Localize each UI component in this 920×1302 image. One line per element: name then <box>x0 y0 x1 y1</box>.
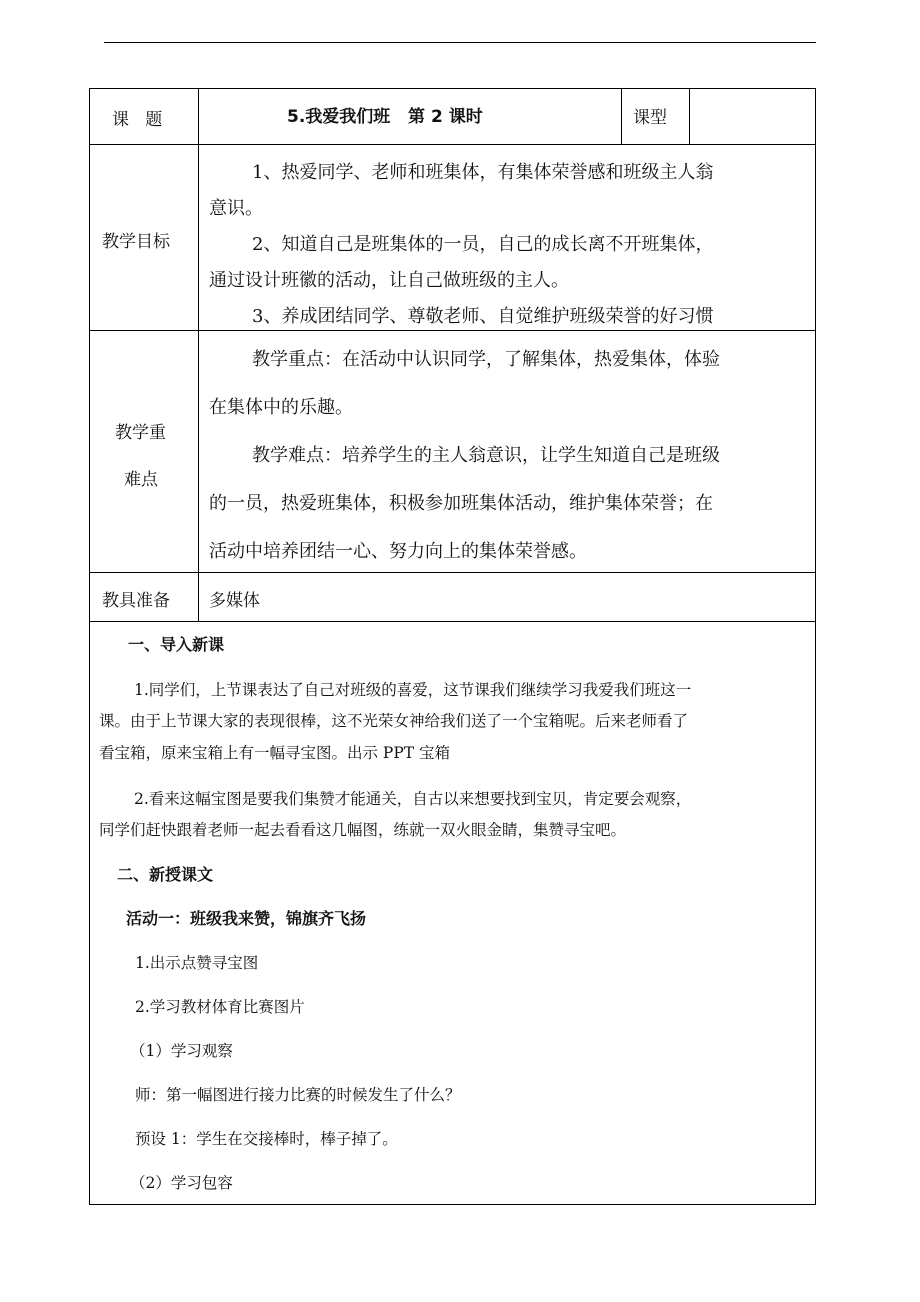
key-point-line: 活动中培养团结一心、努力向上的集体荣誉感。 <box>209 541 587 562</box>
step-line: 师：第一幅图进行接力比赛的时候发生了什么？ <box>135 1086 461 1104</box>
goal-line: 通过设计班徽的活动，让自己做班级的主人。 <box>209 270 569 291</box>
step-line: 2.学习教材体育比赛图片 <box>135 998 305 1016</box>
header-rule <box>104 42 816 43</box>
section-heading: 二、新授课文 <box>117 865 214 884</box>
topic-label: 课 题 <box>112 110 163 130</box>
step-line: 1.出示点赞寻宝图 <box>135 954 259 972</box>
goals-label: 教学目标 <box>102 232 170 252</box>
goal-line: 1、热爱同学、老师和班集体，有集体荣誉感和班级主人翁 <box>252 162 714 183</box>
key-point-line: 教学难点：培养学生的主人翁意识，让学生知道自己是班级 <box>252 445 720 466</box>
column-divider <box>621 88 622 145</box>
paragraph-line: 2.看来这幅宝图是要我们集赞才能通关，自古以来想要找到宝贝，肯定要会观察， <box>134 790 692 808</box>
type-label: 课型 <box>633 108 667 128</box>
paragraph-line: 课。由于上节课大家的表现很棒，这不光荣女神给我们送了一个宝箱呢。后来老师看了 <box>99 712 689 730</box>
column-divider <box>689 88 690 145</box>
lesson-title: 5.我爱我们班 第 2 课时 <box>287 107 483 127</box>
key-point-line: 在集体中的乐趣。 <box>209 397 353 418</box>
tools-label: 教具准备 <box>102 591 170 611</box>
paragraph-line: 1.同学们，上节课表达了自己对班级的喜爱，这节课我们继续学习我爱我们班这一 <box>134 681 692 699</box>
key-points-label: 难点 <box>124 470 158 490</box>
activity-heading: 活动一：班级我来赞，锦旗齐飞扬 <box>126 909 367 928</box>
paragraph-line: 看宝箱，原来宝箱上有一幅寻宝图。出示 PPT 宝箱 <box>99 744 451 762</box>
key-points-label: 教学重 <box>115 423 166 443</box>
step-line: （2）学习包容 <box>130 1174 233 1192</box>
goal-line: 意识。 <box>209 198 263 219</box>
paragraph-line: 同学们赶快跟着老师一起去看看这几幅图，练就一双火眼金睛，集赞寻宝吧。 <box>99 821 627 839</box>
section-heading: 一、导入新课 <box>128 635 225 654</box>
column-divider <box>198 88 199 622</box>
key-point-line: 教学重点：在活动中认识同学，了解集体，热爱集体，体验 <box>252 349 720 370</box>
goal-line: 2、知道自己是班集体的一员，自己的成长离不开班集体， <box>252 234 714 255</box>
step-line: （1）学习观察 <box>130 1042 233 1060</box>
goal-line: 3、养成团结同学、尊敬老师、自觉维护班级荣誉的好习惯 <box>252 306 714 327</box>
key-point-line: 的一员，热爱班集体，积极参加班集体活动，维护集体荣誉；在 <box>209 493 713 514</box>
tools-value: 多媒体 <box>209 591 260 611</box>
step-line: 预设 1：学生在交接棒时，棒子掉了。 <box>135 1130 398 1148</box>
